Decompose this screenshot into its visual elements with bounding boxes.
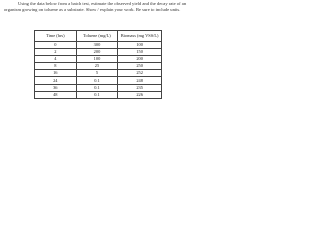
table-row <box>35 91 162 98</box>
table-row <box>35 63 162 70</box>
toluene-cell: 5 <box>76 70 118 77</box>
biomass-cell: 100 <box>118 42 162 49</box>
time-cell: 24 <box>35 77 77 84</box>
time-cell: 16 <box>35 70 77 77</box>
header-biomass: Biomass (mg VSS/L) <box>118 31 162 42</box>
toluene-cell: 200 <box>76 49 118 56</box>
time-cell: 0 <box>35 42 77 49</box>
toluene-cell: 100 <box>76 56 118 63</box>
time-cell: 36 <box>35 84 77 91</box>
table-header-row <box>35 31 162 42</box>
toluene-cell: 0.1 <box>76 91 118 98</box>
time-cell: 4 <box>35 56 77 63</box>
table-row <box>35 56 162 63</box>
biomass-cell: 252 <box>118 70 162 77</box>
biomass-cell: 248 <box>118 77 162 84</box>
biomass-cell: 250 <box>118 63 162 70</box>
biomass-cell: 200 <box>118 56 162 63</box>
table-row <box>35 84 162 91</box>
biomass-cell: 150 <box>118 49 162 56</box>
header-toluene: Toluene (mg/L) <box>76 31 118 42</box>
biomass-cell: 235 <box>118 84 162 91</box>
biomass-cell: 226 <box>118 91 162 98</box>
question-text: Using the data below from a batch test, estimate the observed yield and the decay rate of an organism growing on toluene as a substrate. Show / explain your work. Be sure to include units. <box>4 1 187 12</box>
time-cell: 2 <box>35 49 77 56</box>
table-row <box>35 70 162 77</box>
toluene-cell: 0.1 <box>76 77 118 84</box>
toluene-cell: 0.1 <box>76 84 118 91</box>
toluene-cell: 25 <box>76 63 118 70</box>
data-table <box>34 30 162 99</box>
table-row <box>35 77 162 84</box>
toluene-cell: 300 <box>76 42 118 49</box>
header-time: Time (hrs) <box>35 31 77 42</box>
time-cell: 48 <box>35 91 77 98</box>
table-row <box>35 42 162 49</box>
time-cell: 8 <box>35 63 77 70</box>
table-row <box>35 49 162 56</box>
